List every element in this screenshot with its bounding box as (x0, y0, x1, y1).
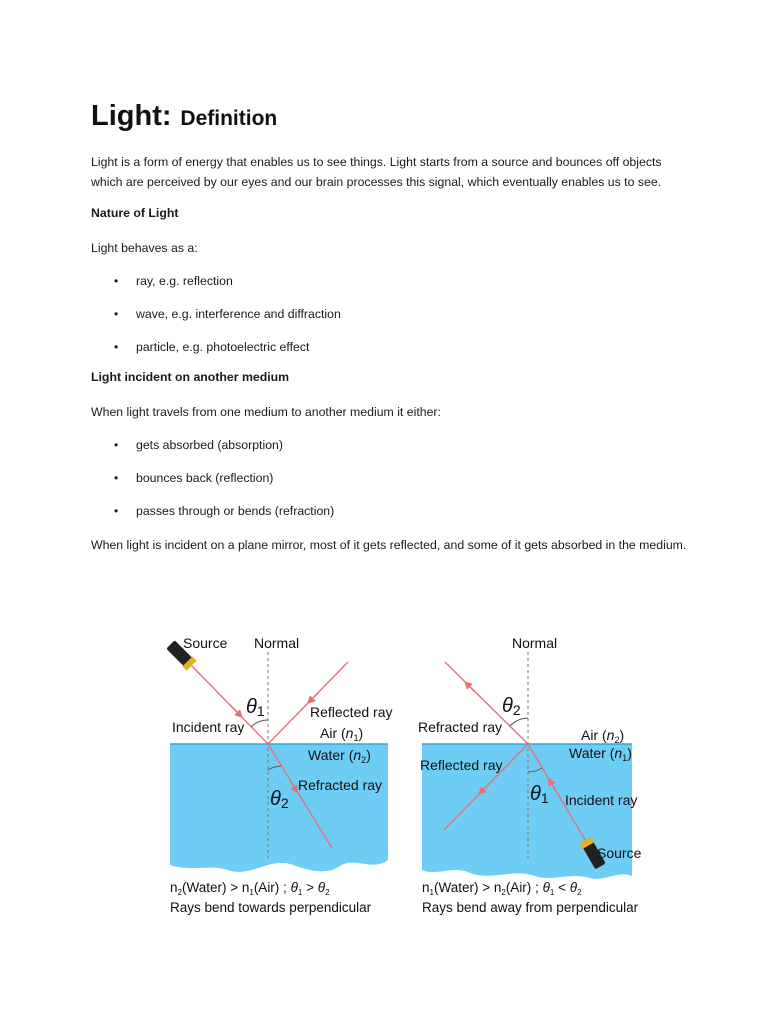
right-angle-arc-top (510, 718, 528, 726)
right-reflected-label: Reflected ray (420, 757, 503, 773)
bullet-icon: • (114, 274, 119, 288)
left-normal-label: Normal (254, 635, 300, 651)
left-water-label: Water $(n_2)$ (308, 747, 371, 765)
right-water-label: Water $(n_1)$ (569, 745, 632, 763)
right-normal-label: Normal (512, 635, 558, 651)
right-theta2-label: θ2 (502, 695, 521, 718)
bullet-icon: • (114, 438, 119, 452)
title-main: Light: (91, 100, 172, 132)
mirror-paragraph: When light is incident on a plane mirror, most of it gets reflected, and some of it gets absorbed in the medium. (91, 538, 687, 552)
title-sub: Definition (180, 107, 278, 130)
bullet-icon: • (114, 471, 119, 485)
left-reflected-label: Reflected ray (310, 704, 393, 720)
left-incident-arrow (232, 707, 240, 715)
refraction-diagram (150, 620, 650, 930)
right-refracted-arrow (467, 684, 475, 692)
left-diagram (166, 635, 393, 915)
bullet-icon: • (114, 504, 119, 518)
bullet-icon: • (114, 340, 119, 354)
right-diagram (418, 635, 642, 915)
left-air-label: Air $(n_1)$ (320, 725, 364, 743)
left-theta2-label: θ2 (270, 788, 289, 811)
right-air-label: Air $(n_2)$ (581, 727, 625, 745)
nature-heading: Nature of Light (91, 206, 179, 220)
left-incident-label: Incident ray (172, 719, 245, 735)
document-page: Light: Definition Light is a form of energy that enables us to see things. Light starts from a source and bounces off objects which are perceived by our eyes and our brain processes this signal, which eventually enables us to see. Nature of Light Light behaves as a: • ray, e.g. reflection • wave, e.g. interference and diffraction • particle, e.g. photoelectric effect Light incident on another medium When light travels from one medium to another medium it either: • gets absorbed (absorption) • bounces back (reflection) • passes through or bends (refraction) When light is incident on a plane mirror, most of it gets reflected, and some of it gets absorbed in the medium. Source Normal Incident ray Reflected ray Refracted ray Air $(n_1)$ Water $(n_2)$ θ1 θ2 $n_2(Water) > n_1(Air)$ ; $\theta_1 > \theta_2$ Rays bend towards perpendicular Normal Refracted ray Reflected ray Incident ray Source Air $(n_2)$ Water $(n_1)$ θ2 θ1 $n_1(Water) > n_2(Air)$ ; $\theta_1 < \theta_2$ Rays bend away from perpendicular (0, 0, 768, 1024)
right-theta1-label: θ1 (530, 783, 549, 806)
left-caption-line1: $n_2(Water) > n_1(Air)$ ; $\theta_1 > \theta_2$ (170, 880, 330, 897)
nature-lead: Light behaves as a: (91, 241, 198, 255)
left-reflected-arrow (310, 693, 318, 701)
left-refracted-label: Refracted ray (298, 777, 383, 793)
left-caption-line2: Rays bend towards perpendicular (170, 900, 372, 915)
bullet-icon: • (114, 307, 119, 321)
intro-paragraph: Light is a form of energy that enables us to see things. Light starts from a source and bounces off objects which are perceived by our eyes and our brain processes this signal, which eventually enables us to see. (91, 155, 662, 189)
right-refracted-label: Refracted ray (418, 719, 503, 735)
left-theta1-label: θ1 (246, 696, 265, 719)
page-title (91, 96, 277, 133)
incident-heading: Light incident on another medium (91, 370, 290, 384)
left-angle-arc-top (251, 720, 268, 727)
incident-lead: When light travels from one medium to another medium it either: (91, 405, 441, 419)
right-incident-label: Incident ray (565, 792, 638, 808)
right-caption-line2: Rays bend away from perpendicular (422, 900, 639, 915)
left-source-label: Source (183, 635, 228, 651)
refraction-figure (150, 620, 650, 930)
right-source-label: Source (597, 845, 642, 861)
right-caption-line1: $n_1(Water) > n_2(Air)$ ; $\theta_1 < \theta_2$ (422, 880, 582, 897)
